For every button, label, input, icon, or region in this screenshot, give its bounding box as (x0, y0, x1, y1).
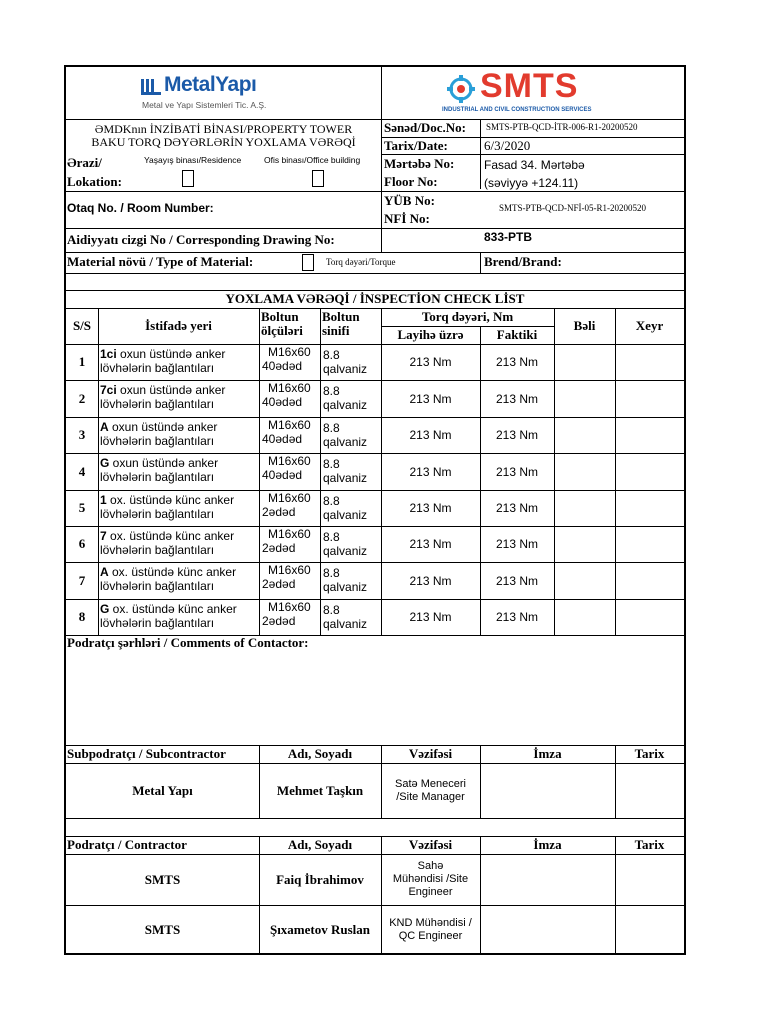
row-yes-cell[interactable] (554, 599, 615, 635)
subcontractor-header: Subpodratçı / Subcontractor (67, 746, 226, 761)
row-bolt-size (262, 345, 319, 373)
row-bolt-class-line2: qalvaniz (323, 435, 368, 449)
sub-col-signature: İmza (533, 746, 562, 761)
row-bolt-size (262, 527, 319, 555)
row-usage-line1 (100, 602, 258, 616)
row-axis: 7 (100, 529, 107, 543)
con-position-line1: KND Mühəndisi / (389, 917, 472, 929)
row-bolt-size-line1: M16x60 (268, 345, 311, 359)
comments-label: Podratçı şərhləri / Comments of Contactor: (67, 635, 309, 650)
row-bolt-class-line2: qalvaniz (323, 580, 368, 594)
metalyapi-tagline: Metal ve Yapı Sistemleri Tic. A.Ş. (142, 100, 267, 110)
row-design-torque: 213 Nm (409, 391, 452, 406)
row-no-cell[interactable] (615, 599, 684, 635)
smts-tagline: INDUSTRIAL AND CIVIL CONSTRUCTION SERVICES (442, 107, 592, 113)
row-usage (100, 456, 258, 484)
yub-nfi-label (384, 192, 435, 228)
row-usage-text: oxun üstündə anker (109, 456, 219, 470)
row-bolt-size-line1: M16x60 (268, 527, 311, 541)
date-label: Tarix/Date: (384, 138, 448, 153)
row-bolt-class-line2: qalvaniz (323, 508, 368, 522)
row-yes-cell[interactable] (554, 417, 615, 453)
sub-signature-cell[interactable] (480, 763, 615, 818)
row-design-torque: 213 Nm (409, 610, 452, 624)
row-yes-cell[interactable] (554, 562, 615, 599)
row-actual-torque: 213 Nm (495, 355, 539, 369)
row-actual-torque: 213 Nm (495, 610, 539, 624)
con-company: SMTS (144, 871, 181, 887)
material-option-label: Torq dəyəri/Torque (326, 257, 396, 267)
smts-logo-icon (444, 73, 478, 105)
row-bolt-count: 40ədəd (262, 432, 303, 446)
row-bolt-size-line1: M16x60 (268, 381, 311, 395)
sub-position-line2: /Site Manager (396, 790, 465, 803)
row-bolt-class-line1: 8.8 (323, 566, 340, 580)
smts-logo (442, 67, 614, 117)
office-option-label: Ofis binası/Office building (264, 155, 361, 165)
row-bolt-class-line1: 8.8 (323, 384, 340, 398)
row-usage-line2: lövhələrin bağlantıları (100, 543, 215, 557)
row-usage-text: ox. üstündə künc anker (106, 529, 235, 543)
sub-position-line1: Satə Meneceri (395, 777, 466, 790)
row-bolt-class (323, 421, 380, 449)
row-bolt-class (323, 530, 380, 558)
con-col-name: Adı, Soyadı (287, 837, 353, 852)
row-design-torque: 213 Nm (409, 537, 452, 551)
row-axis: 1 (100, 493, 107, 507)
row-bolt-class-line1: 8.8 (323, 530, 340, 544)
row-bolt-size (262, 600, 319, 628)
row-bolt-class-line2: qalvaniz (323, 362, 368, 376)
row-bolt-class-line1: 8.8 (323, 348, 340, 362)
floor-label-line2: Floor No: (384, 174, 438, 189)
col-yes: Bəli (573, 318, 596, 333)
row-number: 7 (78, 572, 86, 588)
row-bolt-class-line1: 8.8 (323, 494, 340, 508)
checklist-title: YOXLAMA VƏRƏQİ / İNSPECTİON CHECK LİST (225, 291, 525, 306)
office-checkbox[interactable] (312, 170, 324, 187)
residence-checkbox[interactable] (182, 170, 194, 187)
row-bolt-count: 2ədəd (262, 577, 296, 591)
row-bolt-class (323, 457, 380, 485)
row-actual-torque: 213 Nm (495, 428, 539, 442)
row-bolt-size (262, 418, 319, 446)
con-position-line2: Mühəndisi /Site (392, 873, 469, 885)
row-yes-cell[interactable] (554, 453, 615, 490)
row-usage-line1 (100, 529, 258, 543)
row-bolt-class-line1: 8.8 (323, 421, 340, 435)
con-position (381, 905, 480, 955)
con-col-position: Vəzifəsi (408, 837, 453, 852)
row-actual-torque: 213 Nm (495, 391, 539, 406)
location-label: Lokation: (67, 174, 122, 189)
row-bolt-size (262, 491, 319, 519)
row-yes-cell[interactable] (554, 490, 615, 526)
row-usage (100, 383, 258, 411)
row-number: 1 (78, 354, 86, 369)
drawing-label: Aidiyyatı cizgi No / Corresponding Drawing No: (67, 232, 335, 247)
row-bolt-size-line1: M16x60 (268, 563, 311, 577)
sub-date-cell[interactable] (615, 763, 684, 818)
row-usage-line1 (100, 456, 258, 470)
row-usage-text: ox. üstündə künc anker (108, 565, 237, 579)
row-number: 4 (78, 463, 86, 479)
row-usage-text: ox. üstündə künc anker (109, 602, 237, 616)
brand-label: Brend/Brand: (484, 254, 562, 269)
con-company: SMTS (144, 922, 181, 937)
row-bolt-size (262, 381, 319, 409)
row-no-cell[interactable] (615, 562, 684, 599)
row-actual-torque: 213 Nm (495, 464, 539, 479)
col-bolt-size: Boltun ölçüləri (261, 309, 303, 338)
row-bolt-count: 40ədəd (262, 395, 303, 409)
metalyapi-logo-icon (140, 77, 162, 97)
date-value: 6/3/2020 (484, 138, 531, 153)
row-usage (100, 420, 258, 448)
row-bolt-count: 2ədəd (262, 505, 296, 519)
row-bolt-size-line1: M16x60 (268, 418, 311, 432)
row-bolt-class (323, 566, 380, 594)
row-axis: A (100, 565, 109, 579)
row-bolt-class (323, 494, 380, 522)
row-usage-text: oxun üstündə anker (116, 347, 226, 361)
area-label: Ərazi/ (67, 155, 102, 170)
residence-option-label: Yaşayış binası/Residence (144, 155, 242, 165)
sub-col-position: Vəzifəsi (408, 746, 453, 761)
row-no-cell[interactable] (615, 417, 684, 453)
room-number-label: Otaq No. / Room Number: (67, 201, 214, 215)
inspection-form (64, 65, 686, 955)
row-usage (100, 493, 258, 521)
row-axis: 7ci (100, 383, 117, 397)
row-bolt-size-line1: M16x60 (268, 454, 311, 468)
row-yes-cell[interactable] (554, 380, 615, 417)
material-checkbox[interactable] (302, 254, 314, 271)
row-yes-cell[interactable] (554, 526, 615, 562)
row-design-torque: 213 Nm (409, 428, 452, 442)
nfi-value: SMTS-PTB-QCD-NFİ-05-R1-20200520 (499, 203, 647, 213)
con-signature-cell[interactable] (480, 854, 615, 905)
form-title-line1: ƏMDKnın İNZİBATİ BİNASI/PROPERTY TOWER (94, 122, 353, 136)
con-position-line2: QC Engineer (398, 930, 463, 942)
col-torque: Torq dəyəri, Nm (421, 309, 514, 324)
col-ss: S/S (72, 318, 92, 333)
metalyapi-logo (140, 73, 300, 113)
row-axis: 1ci (100, 347, 117, 361)
row-number: 3 (78, 427, 86, 442)
row-actual-torque: 213 Nm (495, 537, 539, 551)
contractor-header: Podratçı / Contractor (67, 837, 187, 852)
row-usage-line1 (100, 493, 258, 507)
doc-no-label: Sənəd/Doc.No: (384, 120, 466, 135)
row-bolt-class (323, 384, 380, 412)
row-actual-torque: 213 Nm (495, 573, 539, 588)
row-usage (100, 565, 258, 593)
con-name: Faiq İbrahimov (276, 871, 364, 887)
material-label: Material növü / Type of Material: (67, 254, 254, 269)
row-bolt-class-line2: qalvaniz (323, 471, 368, 485)
row-bolt-size-line1: M16x60 (268, 491, 311, 505)
sub-name: Mehmet Taşkın (276, 782, 364, 798)
col-usage: İstifadə yeri (145, 318, 212, 333)
sub-col-date: Tarix (634, 746, 665, 761)
row-bolt-class (323, 603, 380, 631)
row-actual-torque: 213 Nm (495, 501, 539, 515)
drawing-value: 833-PTB (484, 230, 533, 244)
con-col-date: Tarix (634, 837, 665, 852)
row-bolt-class-line1: 8.8 (323, 457, 340, 471)
row-yes-cell[interactable] (554, 344, 615, 380)
row-bolt-size (262, 454, 319, 482)
row-number: 5 (78, 500, 86, 515)
row-usage-text: oxun üstündə anker (116, 383, 226, 397)
row-bolt-count: 40ədəd (262, 359, 303, 373)
sub-company: Metal Yapı (132, 782, 193, 798)
row-design-torque: 213 Nm (409, 573, 452, 588)
row-usage-line1 (100, 420, 258, 434)
row-number: 2 (78, 390, 86, 406)
row-bolt-size (262, 563, 319, 591)
form-title (66, 123, 381, 149)
row-usage-line2: lövhələrin bağlantıları (100, 507, 215, 521)
con-signature-cell[interactable] (480, 905, 615, 955)
row-number: 6 (78, 536, 86, 551)
con-col-signature: İmza (533, 837, 562, 852)
row-axis: G (100, 456, 110, 470)
row-axis: A (100, 420, 109, 434)
row-usage-line2: lövhələrin bağlantıları (100, 397, 215, 411)
row-axis: G (100, 602, 110, 616)
nfi-label: NFİ No: (384, 211, 430, 226)
col-actual: Faktiki (496, 327, 538, 342)
col-no: Xeyr (635, 318, 664, 333)
row-bolt-size-line1: M16x60 (268, 600, 311, 614)
con-date-cell[interactable] (615, 905, 684, 955)
row-usage-line1 (100, 347, 258, 361)
yub-label: YÜB No: (384, 193, 435, 208)
doc-no-value: SMTS-PTB-QCD-İTR-006-R1-20200520 (486, 122, 638, 132)
row-usage (100, 529, 258, 557)
row-bolt-count: 2ədəd (262, 541, 296, 555)
row-usage-line2: lövhələrin bağlantıları (100, 579, 215, 593)
col-design: Layihə üzrə (397, 327, 464, 342)
row-bolt-class-line1: 8.8 (323, 603, 340, 617)
comments-area[interactable] (66, 653, 684, 745)
con-position (381, 854, 480, 905)
con-position-line3: Engineer (408, 886, 453, 898)
row-usage-line1 (100, 383, 258, 397)
row-usage-line1 (100, 565, 258, 579)
smts-logo-text: SMTS (480, 67, 579, 105)
sub-position (381, 763, 480, 818)
row-usage-text: oxun üstündə anker (108, 420, 218, 434)
row-bolt-class-line2: qalvaniz (323, 617, 368, 631)
row-usage-line2: lövhələrin bağlantıları (100, 616, 215, 630)
row-no-cell[interactable] (615, 453, 684, 490)
row-bolt-class-line2: qalvaniz (323, 398, 368, 412)
row-usage (100, 347, 258, 375)
con-date-cell[interactable] (615, 854, 684, 905)
floor-label-line1: Mərtəbə No: (384, 156, 455, 171)
row-design-torque: 213 Nm (409, 501, 452, 515)
row-usage-line2: lövhələrin bağlantıları (100, 434, 215, 448)
row-bolt-class (323, 348, 380, 376)
row-usage-line2: lövhələrin bağlantıları (100, 470, 215, 484)
con-name: Şıxametov Ruslan (269, 922, 371, 937)
row-no-cell[interactable] (615, 490, 684, 526)
con-position-line1: Sahə (417, 860, 444, 872)
row-bolt-class-line2: qalvaniz (323, 544, 368, 558)
form-title-line2: BAKU TORQ DƏYƏRLƏRİN YOXLAMA VƏRƏQİ (91, 135, 356, 149)
row-usage-text: ox. üstündə künc anker (106, 493, 235, 507)
floor-value-line2: (səviyyə +124.11) (484, 176, 579, 190)
row-no-cell[interactable] (615, 344, 684, 380)
sub-col-name: Adı, Soyadı (287, 746, 353, 761)
row-design-torque: 213 Nm (409, 355, 452, 369)
row-number: 8 (78, 609, 86, 624)
row-design-torque: 213 Nm (409, 464, 452, 479)
row-no-cell[interactable] (615, 526, 684, 562)
floor-label (384, 155, 454, 191)
row-usage-line2: lövhələrin bağlantıları (100, 361, 215, 375)
row-no-cell[interactable] (615, 380, 684, 417)
floor-value (484, 156, 585, 192)
floor-value-line1: Fasad 34. Mərtəbə (484, 158, 585, 172)
col-bolt-class: Boltun sinifi (322, 309, 360, 338)
row-bolt-count: 40ədəd (262, 468, 303, 482)
metalyapi-logo-text: MetalYapı (164, 73, 257, 96)
row-bolt-count: 2ədəd (262, 614, 296, 628)
row-usage (100, 602, 258, 630)
